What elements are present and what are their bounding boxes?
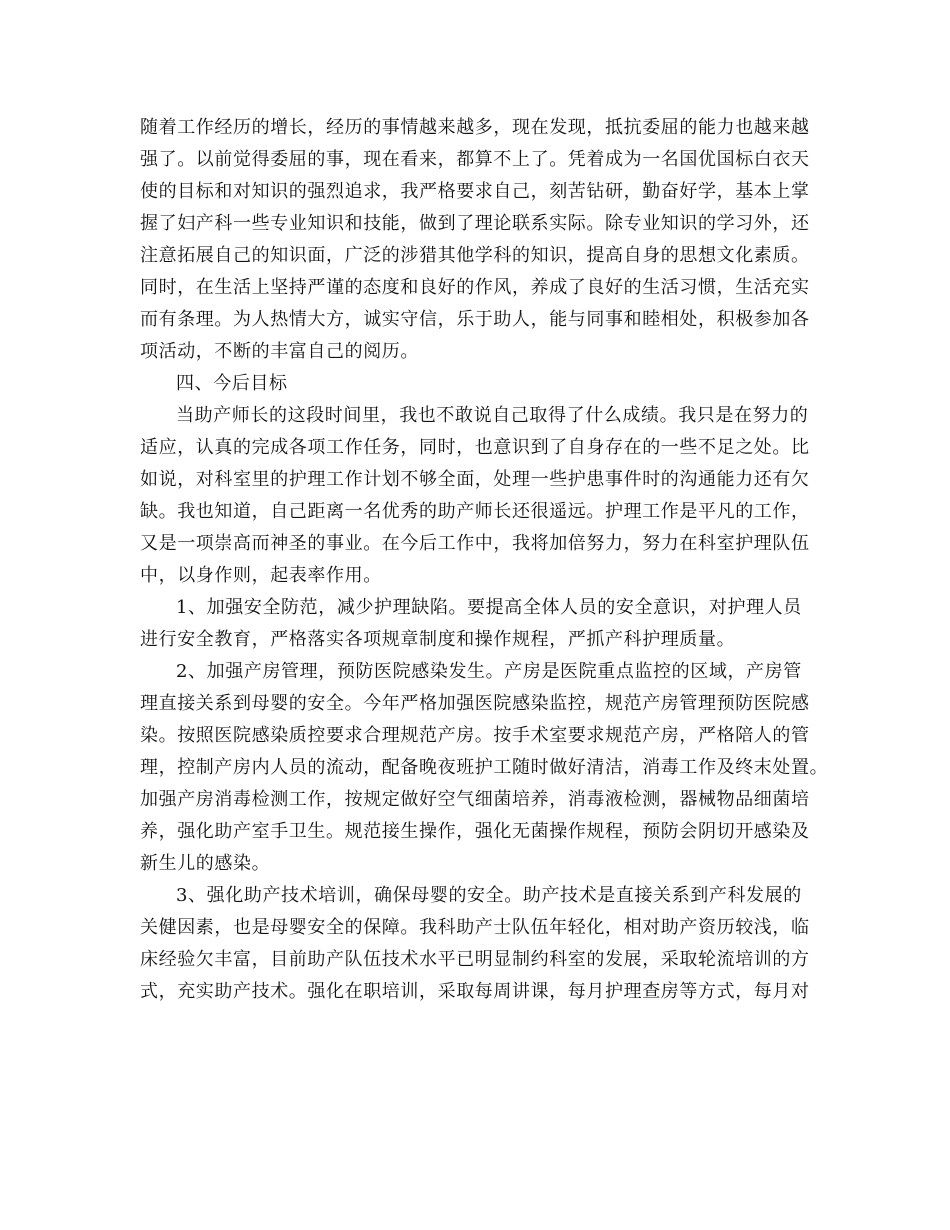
list-item-line: 染。按照医院感染质控要求合理规范产房。按手术室要求规范产房，严格陪人的管 [140,725,810,746]
paragraph-line: 同时，在生活上坚持严谨的态度和良好的作风，养成了良好的生活习惯，生活充实 [140,277,810,298]
paragraph-line: 适应，认真的完成各项工作任务，同时，也意识到了自身存在的一些不足之处。比 [140,437,810,458]
list-item-line: 理，控制产房内人员的流动，配备晚夜班护工随时做好清洁，消毒工作及终末处置。 [140,757,829,778]
paragraph-line: 项活动，不断的丰富自己的阅历。 [140,341,419,362]
paragraph-line: 如说，对科室里的护理工作计划不够全面，处理一些护患事件时的沟通能力还有欠 [140,469,810,490]
list-item-line: 床经验欠丰富，目前助产队伍技术水平已明显制约科室的发展，采取轮流培训的方 [140,949,810,970]
list-item-line: 新生儿的感染。 [140,853,271,874]
section-heading: 四、今后目标 [176,373,288,394]
list-item-line: 1、加强安全防范，减少护理缺陷。要提高全体人员的安全意识，对护理人员 [176,597,802,618]
paragraph-line: 缺。我也知道，自己距离一名优秀的助产师长还很遥远。护理工作是平凡的工作， [140,501,810,522]
list-item-line: 关健因素，也是母婴安全的保障。我科助产士队伍年轻化，相对助产资历较浅，临 [140,917,810,938]
paragraph-line: 当助产师长的这段时间里，我也不敢说自己取得了什么成绩。我只是在努力的 [176,405,809,426]
paragraph-line: 而有条理。为人热情大方，诚实守信，乐于助人，能与同事和睦相处，积极参加各 [140,309,810,330]
list-item-line: 理直接关系到母婴的安全。今年严格加强医院感染监控，规范产房管理预防医院感 [140,693,810,714]
paragraph-line: 又是一项崇高而神圣的事业。在今后工作中，我将加倍努力，努力在科室护理队伍 [140,533,810,554]
paragraph-line: 握了妇产科一些专业知识和技能，做到了理论联系实际。除专业知识的学习外，还 [140,213,810,234]
paragraph-line: 使的目标和对知识的强烈追求，我严格要求自己，刻苦钻研，勤奋好学，基本上掌 [140,181,810,202]
list-item-line: 3、强化助产技术培训，确保母婴的安全。助产技术是直接关系到产科发展的 [176,885,802,906]
list-item-line: 2、加强产房管理，预防医院感染发生。产房是医院重点监控的区域，产房管 [176,661,802,682]
list-item-line: 式，充实助产技术。强化在职培训，采取每周讲课，每月护理查房等方式，每月对 [140,981,810,1002]
paragraph-line: 强了。以前觉得委屈的事，现在看来，都算不上了。凭着成为一名国优国标白衣天 [140,149,810,170]
paragraph-line: 注意拓展自己的知识面，广泛的涉猎其他学科的知识，提高自身的思想文化素质。 [140,245,810,266]
list-item-line: 进行安全教育，严格落实各项规章制度和操作规程，严抓产科护理质量。 [140,629,736,650]
list-item-line: 加强产房消毒检测工作，按规定做好空气细菌培养，消毒液检测，器械物品细菌培 [140,789,810,810]
paragraph-line: 中，以身作则，起表率作用。 [140,565,382,586]
list-item-line: 养，强化助产室手卫生。规范接生操作，强化无菌操作规程，预防会阴切开感染及 [140,821,810,842]
paragraph-line: 随着工作经历的增长，经历的事情越来越多，现在发现，抵抗委屈的能力也越来越 [140,117,810,138]
